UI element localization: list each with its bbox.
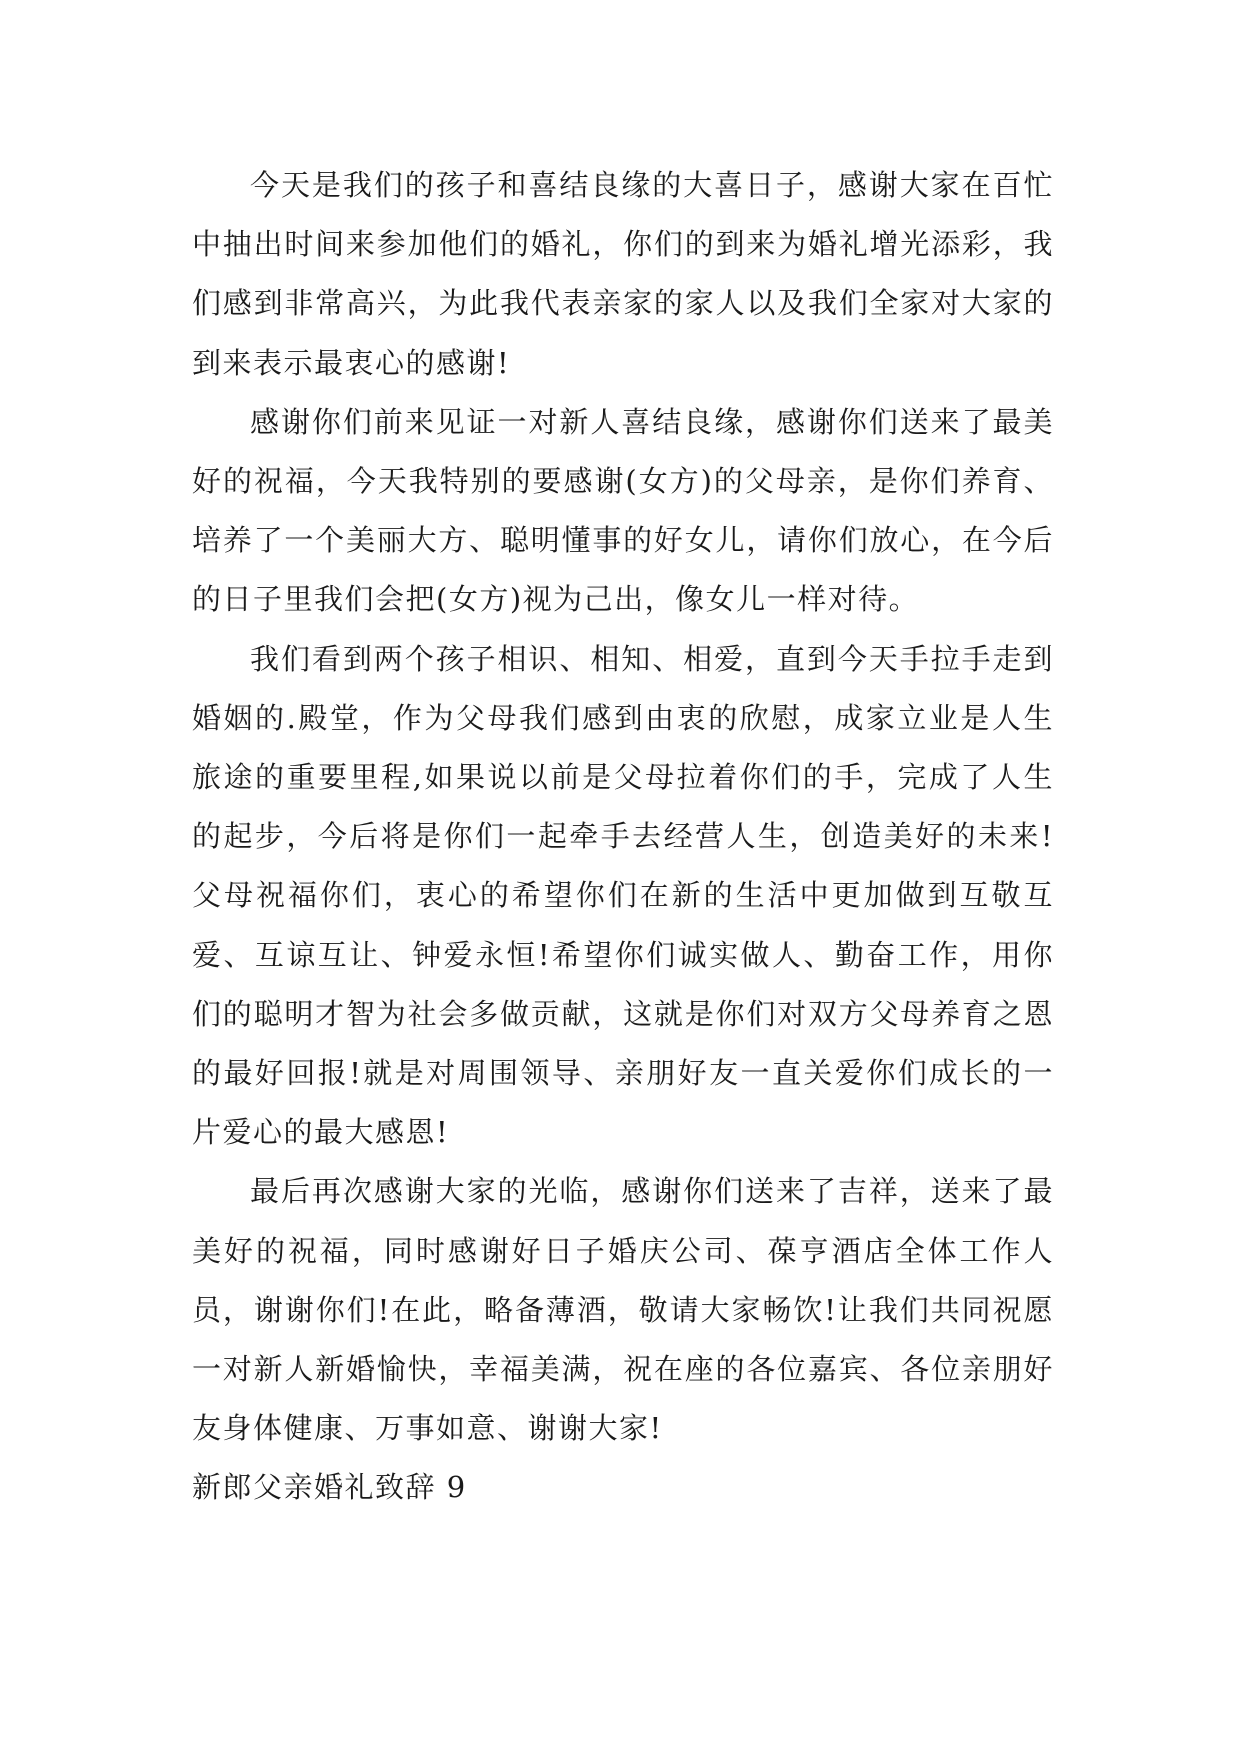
paragraph: 感谢你们前来见证一对新人喜结良缘，感谢你们送来了最美好的祝福，今天我特别的要感谢(女方)的父母亲，是你们养育、培养了一个美丽大方、聪明懂事的好女儿，请你们放心，在今后的日子里我们会把(女方)视为己出，像女儿一样对待。 (192, 404, 1054, 617)
paragraph: 最后再次感谢大家的光临，感谢你们送来了吉祥，送来了最美好的祝福，同时感谢好日子婚庆公司、葆亨酒店全体工作人员，谢谢你们!在此，略备薄酒，敬请大家畅饮!让我们共同祝愿一对新人新婚愉快，幸福美满，祝在座的各位嘉宾、各位亲朋好友身体健康、万事如意、谢谢大家! (192, 1174, 1054, 1446)
document-body (192, 156, 1054, 1518)
section-heading: 新郎父亲婚礼致辞 9 (192, 1470, 467, 1505)
paragraph: 我们看到两个孩子相识、相知、相爱，直到今天手拉手走到婚姻的.殿堂，作为父母我们感到由衷的欣慰，成家立业是人生旅途的重要里程,如果说以前是父母拉着你们的手，完成了人生的起步，今后将是你们一起牵手去经营人生，创造美好的未来!父母祝福你们，衷心的希望你们在新的生活中更加做到互敬互爱、互谅互让、钟爱永恒!希望你们诚实做人、勤奋工作，用你们的聪明才智为社会多做贡献，这就是你们对双方父母养育之恩的最好回报!就是对周围领导、亲朋好友一直关爱你们成长的一片爱心的最大感恩! (192, 641, 1054, 1150)
paragraph: 今天是我们的孩子和喜结良缘的大喜日子，感谢大家在百忙中抽出时间来参加他们的婚礼，你们的到来为婚礼增光添彩，我们感到非常高兴，为此我代表亲家的家人以及我们全家对大家的到来表示最衷心的感谢! (192, 168, 1054, 380)
